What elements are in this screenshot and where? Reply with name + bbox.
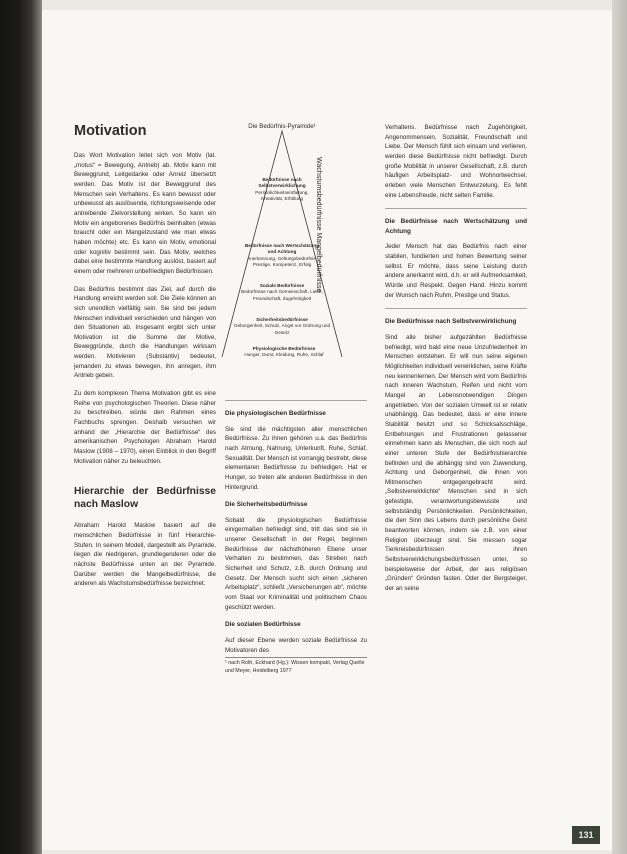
paragraph: Jeder Mensch hat das Bedürfnis nach einer stabilen, fundierten und hohen Bewertung seiner selbst. Er möchte, dass seine Leistung durch andere anerkannt wird, d.h. er will Aufmerksamkeit, Würde und Respekt. Gegen Hand. Hinzu kommt der Wunsch nach Ruhm, Prestige und Status.: [385, 243, 527, 299]
paragraph: Zu dem komplexen Thema Motivation gibt es eine Reihe von psychologischen Theorien. Diese näher zu beschreiben, würde den Rahmen eines Fachbuchs sprengen. Deshalb versuchen wir anhand der „Hierarchie der Bedürfnisse“ des amerikanischen Psychologen Abraham Harold Maslow (1908 – 1970), einen Einblick in den Begriff Motivation näher zu beleuchten.: [74, 390, 216, 465]
pyramid-level-name: Bedürfnisse nach Wertschätzung und Achtung: [244, 243, 320, 255]
middle-column: [225, 400, 367, 675]
pyramid-level-name: Bedürfnisse nach Selbstverwirklichung: [258, 177, 306, 189]
paragraph: Auf dieser Ebene werden soziale Bedürfnisse zu Motivatoren des: [225, 636, 367, 654]
binding-gutter: [0, 0, 42, 854]
section-heading: Die Bedürfnisse nach Wertschätzung und Achtung: [385, 218, 527, 235]
pyramid-level-detail: Hunger, Durst, Kleidung, Ruhe, Schlaf: [244, 352, 324, 358]
left-column: [74, 123, 216, 589]
section-heading: Die physiologischen Bedürfnisse: [225, 410, 326, 417]
paragraph: Sind alle bisher aufgezählten Bedürfnisse befriedigt, wird bald eine neue Unzufriedenheit im Menschen entstehen. Er will nun seine eigenen Möglichkeiten individuell verwirklichen, seine Kräfte neu kennenlernen. Der Mensch wird vom Bedürfnis nach inneren Wachstum, Reifen und nicht vom Mangel an Lebensnotwendigen Dingen angetrieben. Von der sozialen Umwelt ist er relativ unabhängig. Das bedeutet, dass er eine innere Stabilität besitzt und so Schicksalsschläge, Entbehrungen und Frustrationen gelassener einnehmen kann als Menschen, die sich noch auf einer unteren Stufe der Bedürfnishierarchie befinden und die abhängig sind von Zuwendung, Achtung und Geborgenheit, die ihnen von Mitmenschen entgegengebracht wird. „Selbstverwirklichte“ Menschen sind in sich gefestigte, verantwortungsbewusste und selbstständig Persönlichkeiten. Persönlichkeiten, die den Sinn des Lebens durch persönliche Geist beantworten können, indem sie z.B. von einer Religion überzeugt sind. Sie messen sogar Tierkreisbedürfnissen ihren Selbstverwirklichungsbedürfnissen unter, so beispielsweise der Arbeit, der aus religiösen „Gründen“ Gründen fasten. Oder der Bergsteiger, der an seine: [385, 333, 527, 593]
pyramid-level-detail: Anerkennung, Geltungsbedürfnis, Prestige, Kompetenz, Erfolg: [247, 255, 317, 267]
pyramid-level-name: Soziale Bedürfnisse: [259, 283, 305, 288]
divider: [385, 208, 527, 209]
pyramid-level-detail: Geborgenheit, Schutz, Angst vor Ordnung und Gesetz: [233, 323, 331, 335]
paragraph: Das Bedürfnis bestimmt das Ziel, auf durch die Handlung erreicht werden soll. Die Ziele können an sich unendlich vielfältig sein. Sie sind bei jedem Menschen individuell verschieden und hängen von den Situationen ab. Insgesamt ergibt sich unter Motivation ist die Summe der Motive, Beweggründe, durch die Handlungen wirksam werden. Motivieren (Substantiv) bedeutet, jemanden zu etwas bewegen, ihn anregen, ihm Antrieb geben.: [74, 285, 216, 380]
pyramid-level-name: Physiologische Bedürfnisse: [252, 346, 316, 351]
section-heading: Hierarchie der Bedürfnisse nach Maslow: [74, 486, 216, 510]
divider: [225, 400, 367, 401]
page-title: Motivation: [74, 123, 147, 139]
pyramid-title: Die Bedürfnis-Pyramide¹: [248, 123, 316, 130]
paragraph: Abraham Harold Maslow basiert auf die menschlichen Bedürfnisse in fünf Hierarchie-Stufen. In seinem Modell, dargestellt als Pyramide, liegen die niedrigeren, grundlegenderen oder die nächste Bedürfnisse unten an der Pyramide. Darüber werden die Mangelbedürfnisse, die anderen als Wachstumsbedürfnisse bezeichnet.: [74, 522, 216, 588]
needs-pyramid: [222, 117, 382, 377]
section-heading: Die sozialen Bedürfnisse: [225, 621, 301, 629]
section-heading: Die Bedürfnisse nach Selbstverwirklichung: [385, 318, 517, 326]
paragraph: Sobald die physiologischen Bedürfnisse einigermaßen befriedigt sind, tritt das sind sie in unserer Gesellschaft in der Regel, beginnen Bedürfnisse der nächsthöheren Ebene unser Verhalten zu bestimmen, das Streben nach Sicherheit und Schutz, z.B. durch Ordnung und Gesetz. Der Mensch sucht sich einen „sicheren Arbeitsplatz“, schließt „Versicherungen ab“, möchte vom Staat vor Kriminalität und politischem Chaos geschützt werden.: [225, 516, 367, 611]
pyramid-level-detail: Persönlichkeitsentfaltung, Kreativität, Erfüllung: [255, 189, 309, 201]
pyramid-side-label: Wachstumsbedürfnisse Mangelbedürfnisse: [315, 157, 322, 293]
right-column: [385, 123, 527, 594]
paragraph: Sie sind die mächtigsten aller menschlichen Bedürfnisse. Zu ihnen gehören u.a. das Bedürfnis nach Atmung, Nahrung, Unterkunft, Ruhe, Schlaf, Sexualität. Der Mensch ist vorrangig bestrebt, diese elementaren Bedürfnisse zu befriedigen. Hat er Hunger, so treten alle anderen Bedürfnisse in den Hintergrund.: [225, 425, 367, 491]
section-heading: Die Sicherheitsbedürfnisse: [225, 501, 308, 509]
paragraph: Das Wort Motivation leitet sich von Motiv (lat. „motus“ = Bewegung, Antrieb) ab. Motiv kann mit Beweggrund, Leitgedanke oder Anreiz übersetzt werden. Das Motiv ist der Beweggrund des Menschen sein Verhaltens. Es kann bewusst oder unbewusst als auslösende, richtungsweisende oder antreibende Zielvorstellung wirken. So kann ein Motiv ein angeborenes Bedürfnis beinhalten (etwas braucht oder ein Mangelzustand wie man etwas haben möchte) etc. Es kann ein Motiv, emotional oder kognitiv bestimmt sein. Das Motiv, welches dabei eine bestimmte Handlung auslöst, basiert auf einem oder mehreren unbefriedigten Bedürfnissen.: [74, 152, 216, 275]
page-edge: [612, 0, 627, 854]
pyramid-level-detail: Bedürfnisse nach Gemeinschaft, Liebe, Freundschaft, Zugehörigkeit: [241, 289, 323, 301]
pyramid-level-name: Sicherheitsbedürfnisse: [256, 317, 308, 322]
paragraph: Verhaltens. Bedürfnisse nach Zugehörigkeit, Angenommensein, Sozialität, Freundschaft und Liebe. Der Mensch fühlt sich einsam und verlieren, werden diese Bedürfnisse nicht befriedigt. Durch große Mobilität in unserer Gesellschaft, z.B. durch häufigen Arbeitsplatz- und Wohnortwechsel, erleben viele Menschen Entwurzelung. Es fehlt eine Lebensfreude, nicht selten Familie.: [385, 124, 527, 199]
pyramid-level: [219, 346, 349, 359]
page-number: 131: [572, 826, 600, 844]
footnote: ¹ nach Roth, Eckhard (Hg.): Wissen kompakt, Verlag Quelle und Meyer, Heidelberg 1977: [225, 657, 367, 675]
divider: [385, 308, 527, 309]
